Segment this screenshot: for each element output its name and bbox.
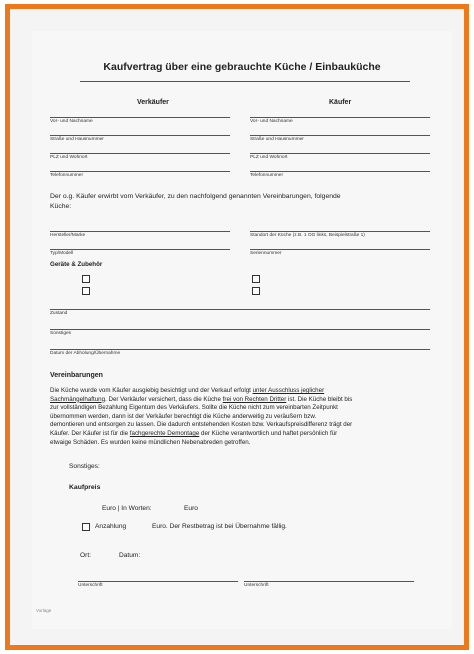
- seller-street-label: Straße und Hausnummer: [50, 137, 104, 142]
- pickup-date-line[interactable]: [50, 349, 430, 350]
- price-line: Euro | In Worten:: [102, 505, 152, 512]
- agreements-text: . Der Verkäufer versichert, dass die Küche: [105, 395, 223, 403]
- seller-city-label: PLZ und Wohnort: [50, 155, 88, 160]
- agreements-text: Die Küche wurde vom Käufer ausgiebig besichtigt und der Verkauf erfolgt: [50, 387, 253, 394]
- manufacturer-label: Hersteller/Marke: [50, 233, 86, 238]
- condition-line[interactable]: [50, 309, 430, 310]
- agreements-text: der Küche verantwortlich und haftet persönlich für: [199, 429, 338, 437]
- type-label: Typ/Modell: [50, 251, 74, 256]
- seller-name-label: Vor- und Nachname: [50, 119, 93, 124]
- appliance-checkbox-4[interactable]: [252, 287, 260, 295]
- signature-label-buyer: Unterschrift: [244, 583, 269, 588]
- title-rule: [80, 81, 410, 82]
- agreements-line-6: [50, 430, 442, 439]
- buyer-city-label: PLZ und Wohnort: [250, 155, 288, 160]
- appliance-checkbox-1[interactable]: [82, 275, 90, 283]
- footer-mark: Vorlage: [36, 608, 52, 613]
- intro-line-2: Küche:: [50, 203, 72, 210]
- agreements-underlined: fachgerechte Demontage: [129, 429, 200, 437]
- location-label: Standort der Küche (z.B. 1 OG links, Beispielstraße 1): [250, 233, 365, 238]
- price-header: Kaufpreis: [69, 484, 101, 491]
- appliance-checkbox-3[interactable]: [252, 275, 260, 283]
- buyer-phone-line[interactable]: [250, 171, 430, 172]
- agreements-line-7: etwaige Schäden. Es wurden keine mündlichen Nebenabreden getroffen.: [50, 438, 251, 446]
- agreements-line-5: demontieren und entsorgen zu lassen. Die dadurch entstehenden Kosten bzw. Verkaufspreisdifferenz trägt der: [50, 421, 353, 429]
- page-frame: [5, 4, 469, 650]
- signature-label-seller: Unterschrift: [78, 583, 103, 588]
- deposit-text: Euro. Der Restbetrag ist bei Übernahme fällig.: [152, 523, 287, 530]
- agreements-paragraph: [50, 387, 442, 447]
- misc-text-label: Sonstiges:: [69, 463, 100, 470]
- seller-street-line[interactable]: [50, 135, 230, 136]
- contract-title: Kaufvertrag über eine gebrauchte Küche / Einbauküche: [103, 61, 381, 73]
- buyer-name-label: Vor- und Nachname: [250, 119, 293, 124]
- appliances-header: Geräte & Zubehör: [50, 261, 103, 268]
- price-euro: Euro: [184, 505, 198, 512]
- agreements-underlined: Sachmängelhaftung: [50, 395, 106, 403]
- buyer-street-label: Straße und Hausnummer: [250, 137, 304, 142]
- seller-phone-line[interactable]: [50, 171, 230, 172]
- agreements-text: Käufer. Der Käufer ist für die: [50, 429, 130, 437]
- agreements-line-1: [50, 387, 442, 396]
- buyer-header: Käufer: [329, 99, 352, 106]
- deposit-label: Anzahlung: [95, 523, 127, 530]
- agreements-text: ist. Die Küche bleibt bis: [286, 395, 353, 403]
- buyer-city-line[interactable]: [250, 153, 430, 154]
- location-line[interactable]: [250, 231, 430, 232]
- type-line[interactable]: [50, 249, 230, 250]
- agreements-underlined: unter Ausschluss jeglicher: [252, 387, 325, 394]
- buyer-phone-label: Telefonnummer: [250, 173, 284, 178]
- condition-label: Zustand: [50, 311, 68, 316]
- agreements-header: Vereinbarungen: [50, 372, 103, 379]
- contract-page: [32, 31, 452, 629]
- date-label: Datum:: [119, 552, 141, 559]
- seller-name-line[interactable]: [50, 117, 230, 118]
- agreements-line-3: zur vollständigen Bezahlung Eigentum des Verkäufers. Sollte die Küche nicht zum vereinbarten Zeitpunkt: [50, 404, 338, 412]
- pickup-date-label: Datum der Abholung/Übernahme: [50, 351, 121, 356]
- manufacturer-line[interactable]: [50, 231, 230, 232]
- agreements-line-4: übernommen werden, dann ist der Verkäufer berechtigt die Küche anderweitig zu veräußern bzw.: [50, 412, 317, 420]
- intro-line-1: Der o.g. Käufer erwirbt vom Verkäufer, zu den nachfolgend genannten Vereinbarungen, folgende: [50, 193, 341, 200]
- agreements-line-2: [50, 396, 442, 405]
- buyer-street-line[interactable]: [250, 135, 430, 136]
- deposit-checkbox[interactable]: [82, 523, 90, 531]
- misc-line[interactable]: [50, 329, 430, 330]
- seller-city-line[interactable]: [50, 153, 230, 154]
- place-label: Ort:: [80, 552, 91, 559]
- agreements-underlined: frei von Rechten Dritter: [222, 395, 287, 403]
- seller-header: Verkäufer: [137, 99, 169, 106]
- appliance-checkbox-2[interactable]: [82, 287, 90, 295]
- signature-line-seller[interactable]: [78, 581, 238, 582]
- serial-line[interactable]: [250, 249, 430, 250]
- serial-label: Seriennummer: [250, 251, 282, 256]
- seller-phone-label: Telefonnummer: [50, 173, 84, 178]
- signature-line-buyer[interactable]: [244, 581, 414, 582]
- misc-label: Sonstiges: [50, 331, 72, 336]
- buyer-name-line[interactable]: [250, 117, 430, 118]
